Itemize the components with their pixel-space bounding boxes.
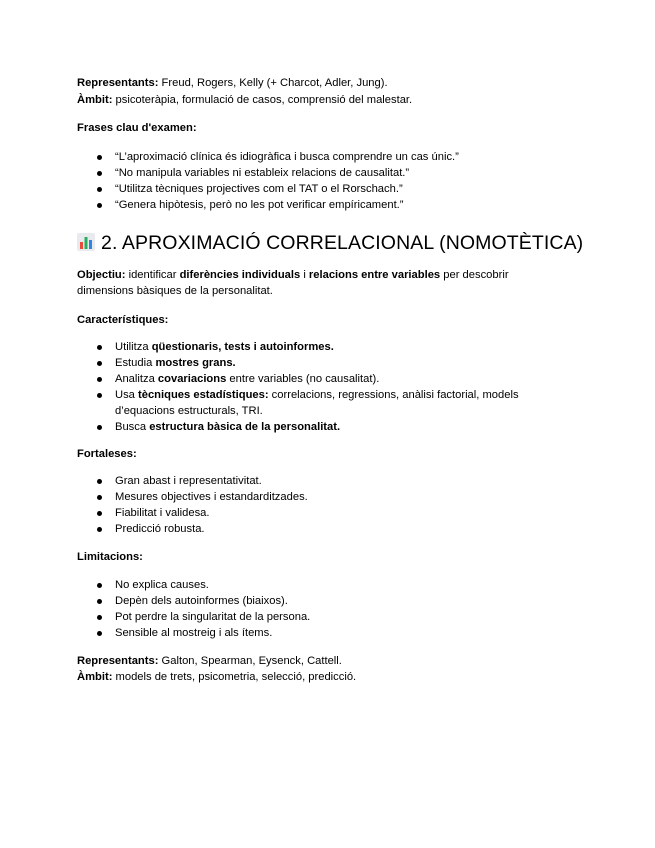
representants-label: Representants: (77, 655, 159, 667)
list-item-text: “Genera hipòtesis, però no les pot verificar empíricament.” (115, 199, 404, 211)
list-item-text: Usa tècniques estadístiques: correlacions, regressions, anàlisi factorial, models d’equacions estructurals, TRI. (115, 389, 519, 417)
ambit-label: Àmbit: (77, 671, 113, 683)
bullet-icon (97, 203, 102, 208)
list-item-text: Busca estructura bàsica de la personalitat. (115, 421, 341, 433)
list-item-text: Mesures objectives i estandarditzades. (115, 491, 308, 503)
list-item-text: Gran abast i representativitat. (115, 475, 262, 487)
objectiu-paragraph (77, 267, 547, 299)
bullet-icon (97, 377, 102, 382)
section-heading (77, 231, 583, 255)
caracteristiques-label: Característiques: (77, 314, 169, 326)
objectiu-emphasis: relacions entre variables (308, 269, 441, 281)
list-item-text: “Utilitza tècniques projectives com el TAT o el Rorschach.” (115, 183, 403, 195)
frases-heading (77, 121, 197, 135)
list-item (77, 419, 545, 435)
bar-chart-icon (77, 233, 95, 251)
list-item (77, 489, 545, 505)
bullet-icon (97, 393, 102, 398)
objectiu-text: i (300, 269, 309, 281)
caracteristiques-list (77, 339, 545, 435)
fortaleses-heading (77, 447, 137, 461)
list-item (77, 577, 545, 593)
limitacions-list (77, 577, 545, 641)
list-item-text: No explica causes. (115, 579, 209, 591)
list-item (77, 339, 545, 355)
ambit-label: Àmbit: (77, 94, 113, 106)
list-item (77, 197, 545, 213)
representants-line (77, 654, 342, 668)
bullet-icon (97, 171, 102, 176)
section-title: 2. APROXIMACIÓ CORRELACIONAL (NOMOTÈTICA) (101, 232, 584, 254)
list-item (77, 149, 545, 165)
list-item (77, 593, 545, 609)
bullet-icon (97, 583, 102, 588)
limitacions-heading (77, 550, 143, 564)
list-item-text: Depèn dels autoinformes (biaixos). (115, 595, 288, 607)
fortaleses-label: Fortaleses: (77, 448, 137, 460)
list-item-text: Utilitza qüestionaris, tests i autoinformes. (115, 341, 334, 353)
ambit-text: models de trets, psicometria, selecció, predicció. (112, 671, 357, 683)
list-item-text: Analitza covariacions entre variables (no causalitat). (115, 373, 380, 385)
bullet-icon (97, 495, 102, 500)
list-item-text: “L’aproximació clínica és idiogràfica i busca comprendre un cas únic.” (115, 151, 459, 163)
list-item (77, 181, 545, 197)
bullet-icon (97, 527, 102, 532)
frases-list (77, 149, 545, 213)
frases-label: Frases clau d'examen: (77, 122, 197, 134)
objectiu-label: Objectiu: (77, 269, 126, 281)
list-item (77, 387, 545, 419)
bullet-icon (97, 479, 102, 484)
bullet-icon (97, 345, 102, 350)
representants-label: Representants: (77, 77, 159, 89)
bullet-icon (97, 631, 102, 636)
caracteristiques-heading (77, 313, 168, 327)
representants-text: Freud, Rogers, Kelly (+ Charcot, Adler, Jung). (158, 77, 388, 89)
representants-line (77, 76, 388, 90)
ambit-line (77, 93, 412, 107)
ambit-line (77, 670, 356, 684)
list-item-text: Pot perdre la singularitat de la persona. (115, 611, 311, 623)
representants-text: Galton, Spearman, Eysenck, Cattell. (158, 655, 342, 667)
objectiu-text: per descobrir dimensions bàsiques de la personalitat. (77, 269, 509, 297)
list-item (77, 625, 545, 641)
list-item-text: Estudia mostres grans. (115, 357, 236, 369)
fortaleses-list (77, 473, 545, 537)
list-item-text: Fiabilitat i validesa. (115, 507, 210, 519)
bullet-icon (97, 187, 102, 192)
list-item (77, 371, 545, 387)
bullet-icon (97, 425, 102, 430)
ambit-text: psicoteràpia, formulació de casos, comprensió del malestar. (112, 94, 413, 106)
bullet-icon (97, 511, 102, 516)
bullet-icon (97, 615, 102, 620)
bullet-icon (97, 361, 102, 366)
list-item (77, 521, 545, 537)
list-item-text: “No manipula variables ni estableix relacions de causalitat.” (115, 167, 410, 179)
list-item-text: Predicció robusta. (115, 523, 205, 535)
list-item (77, 505, 545, 521)
limitacions-label: Limitacions: (77, 551, 143, 563)
objectiu-text: identificar (125, 269, 180, 281)
list-item (77, 355, 545, 371)
list-item (77, 609, 545, 625)
bullet-icon (97, 155, 102, 160)
list-item (77, 165, 545, 181)
list-item (77, 473, 545, 489)
list-item-text: Sensible al mostreig i als ítems. (115, 627, 273, 639)
bullet-icon (97, 599, 102, 604)
objectiu-emphasis: diferències individuals (179, 269, 301, 281)
